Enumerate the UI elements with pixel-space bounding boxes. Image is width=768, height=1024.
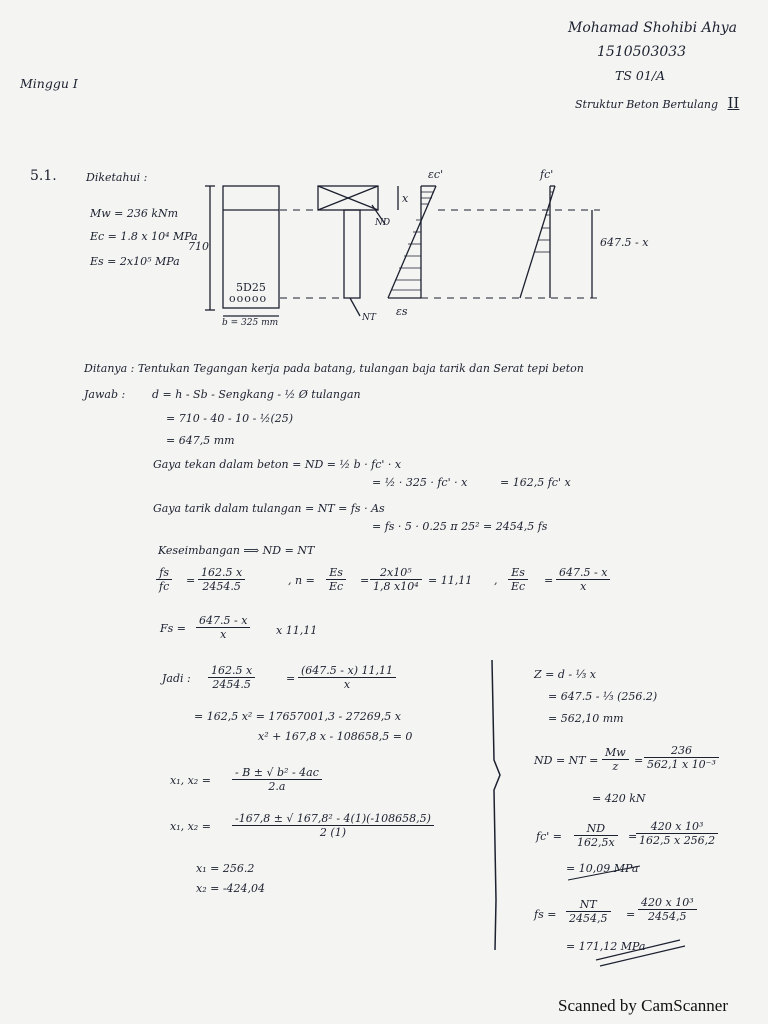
sub-num: -167,8 ± √ 167,8² - 4(1)(-108658,5) [232,812,434,826]
ratio-den: fc [159,580,170,593]
ec-strain-label: εc' [428,168,444,181]
fc-label: fc' = [536,830,562,843]
fs-label: Fs = [160,622,186,635]
week-label: Minggu I [20,76,78,91]
asked-text: Ditanya : Tentukan Tegangan kerja pada batang, tulangan baja tarik dan Serat tepi beton [84,362,584,375]
ndnt-frac-1 [602,746,629,773]
ndnt-frac-2 [644,744,719,771]
n-result: = 11,11 [428,574,473,587]
es-strain-label: εs [396,305,408,318]
fsr-frac-2 [638,896,697,923]
height-label: 710 [188,240,209,253]
nd-line-2b: = 162,5 fc' x [500,476,571,489]
formula-num: - B ± √ b² - 4ac [232,766,322,780]
course-number: II [727,94,740,112]
given-ec: Ec = 1.8 x 10⁴ MPa [90,230,198,243]
n-den: Ec [329,580,344,593]
student-class: TS 01/A [615,68,666,83]
fsr-den1: 2454,5 [569,912,608,925]
width-label: b = 325 mm [222,318,279,328]
ndnt-num1: Mw [602,746,629,760]
jadi-lhs-den: 2454.5 [212,678,251,691]
scanner-watermark: Scanned by CamScanner [558,996,728,1015]
d-minus-x-label: 647.5 - x [600,236,649,249]
ndnt-den2: 562,1 x 10⁻³ [647,758,716,771]
x12-label-1: x₁, x₂ = [170,774,211,787]
bars-symbol: ooooo [229,292,268,305]
problem-number: 5.1. [30,168,57,184]
x-label: x [402,192,409,205]
course-title: Struktur Beton Bertulang [575,98,718,111]
fs-num: 647.5 - x [196,614,250,628]
fs-tail: x 11,11 [276,624,318,637]
eq-sign-4: = [286,672,296,685]
eq-sign-5: = [634,754,644,767]
ratio-rhs-den: 2454.5 [202,580,241,593]
fc-den1: 162,5x [577,836,615,849]
bars-label: 5D25 [236,281,266,294]
z-line-2: = 647.5 - ⅓ (256.2) [548,690,658,703]
ratio-num: fs [156,566,172,580]
quad-line-2: x² + 167,8 x - 108658,5 = 0 [258,730,413,743]
d-line-3: = 647,5 mm [166,434,235,447]
comma-sep: , [494,574,498,587]
es-ec-rhs-den: x [580,580,587,593]
eq-sign-2: = [360,574,370,587]
fs-result-label: fs = [534,908,557,921]
nd-label: ND [375,218,391,228]
fc-num1: ND [574,822,618,836]
z-line-3: = 562,10 mm [548,712,624,725]
n-label: , n = [288,574,315,587]
ratio-rhs-num: 162.5 x [198,566,245,580]
fsr-num2: 420 x 10³ [638,896,697,910]
given-mw: Mw = 236 kNm [90,207,179,220]
ndnt-den1: z [612,760,619,773]
es-ec-den: Ec [511,580,526,593]
jadi-rhs-num: (647.5 - x) 11,11 [298,664,396,678]
x1-result: x₁ = 256.2 [196,862,255,875]
es-ec-num: Es [508,566,528,580]
answer-label: Jawab : [84,388,126,401]
fc-num2: 420 x 10³ [636,820,718,834]
given-es: Es = 2x10⁵ MPa [90,255,180,268]
nd-line-1: Gaya tekan dalam beton = ND = ½ b · fc' · x [153,458,402,471]
formula-den: 2.a [268,780,286,793]
n-value-den: 1,8 x10⁴ [373,580,419,593]
x12-label-2: x₁, x₂ = [170,820,211,833]
jadi-label: Jadi : [162,672,191,685]
fc-result: = 10,09 MPa [566,862,639,875]
fsr-frac-1 [566,898,611,925]
student-nim: 1510503033 [597,44,687,60]
nt-line-1: Gaya tarik dalam tulangan = NT = fs · As [153,502,385,515]
es-ec-rhs-num: 647.5 - x [556,566,610,580]
ndnt-label: ND = NT = [534,754,599,767]
sub-den: 2 (1) [319,826,346,839]
fsr-den2: 2454,5 [648,910,687,923]
eq-sign-6: = [628,830,638,843]
fs-result: = 171,12 MPa [566,940,646,953]
ndnt-result: = 420 kN [592,792,646,805]
n-num: Es [326,566,346,580]
equilibrium-line: Keseimbangan ⟹ ND = NT [158,544,315,557]
z-line-1: Z = d - ⅓ x [534,668,596,681]
eq-sign-3: = [544,574,554,587]
fc-frac-2 [636,820,718,847]
fc-den2: 162,5 x 256,2 [639,834,716,847]
fsr-num1: NT [566,898,611,912]
eq-sign-7: = [626,908,636,921]
eq-sign-1: = [186,574,196,587]
student-name: Mohamad Shohibi Ahya [568,20,737,36]
fs-den: x [220,628,227,641]
nt-line-2: = fs · 5 · 0.25 π 25² = 2454,5 fs [372,520,548,533]
x2-result: x₂ = -424,04 [196,882,266,895]
fc-stress-label: fc' [540,168,554,181]
d-line-1: d = h - Sb - Sengkang - ½ Ø tulangan [152,388,361,401]
d-line-2: = 710 - 40 - 10 - ½(25) [166,412,294,425]
given-label: Diketahui : [86,171,148,184]
quad-line-1: = 162,5 x² = 17657001,3 - 27269,5 x [194,710,401,723]
nt-label: NT [362,313,376,323]
nd-line-2: = ½ · 325 · fc' · x [372,476,468,489]
jadi-rhs-den: x [343,678,351,691]
jadi-lhs-num: 162.5 x [208,664,255,678]
n-value-num: 2x10⁵ [370,566,422,580]
fc-frac-1 [574,822,618,849]
ndnt-num2: 236 [644,744,719,758]
